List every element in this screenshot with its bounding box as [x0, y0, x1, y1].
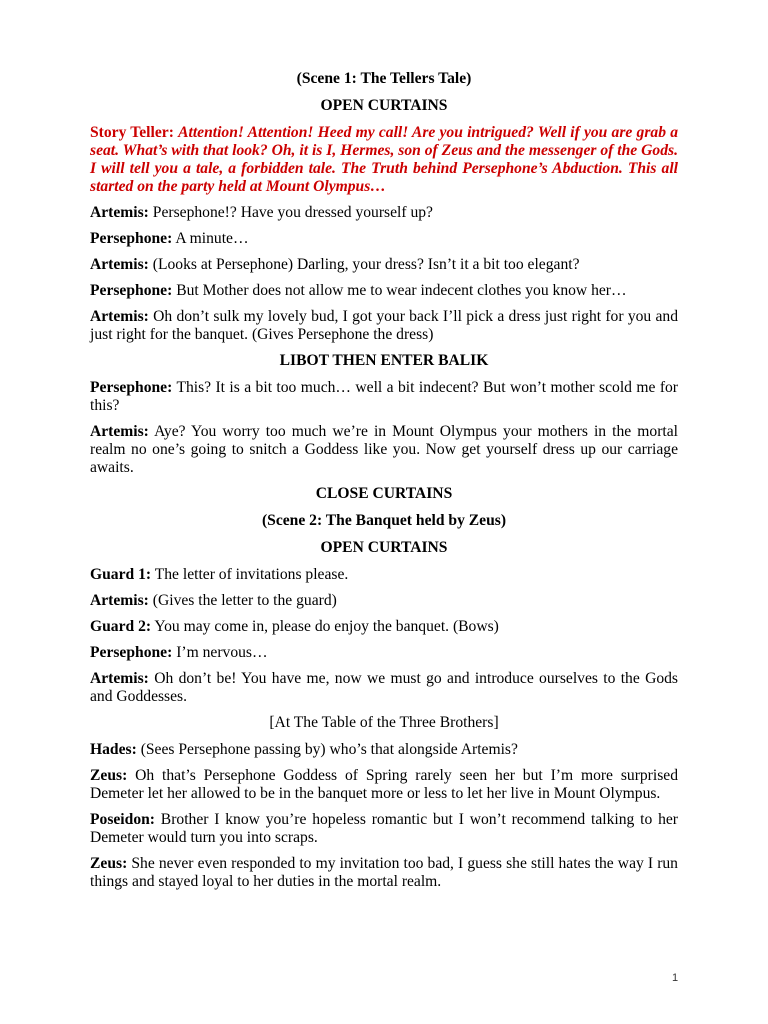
open-curtains-heading: OPEN CURTAINS [320, 539, 448, 556]
speaker-name: Persephone: [90, 230, 173, 247]
open-curtains-heading: OPEN CURTAINS [320, 97, 448, 114]
close-curtains-heading: CLOSE CURTAINS [315, 485, 453, 502]
speaker-name: Artemis: [90, 423, 149, 440]
speaker-name: Zeus: [90, 767, 128, 784]
dialogue-line [90, 855, 678, 891]
dialogue-line [90, 644, 678, 662]
dialogue-line [90, 670, 678, 706]
dialogue-line [90, 282, 678, 300]
page-number: 1 [672, 972, 679, 984]
storyteller-speaker: Story Teller: [90, 124, 174, 141]
spoken-line: She never even responded to my invitation too bad, I guess she still hates the way I run things and stayed loyal to her duties in the mortal realm. [90, 855, 678, 890]
spoken-line: (Looks at Persephone) Darling, your dress? Isn’t it a bit too elegant? [152, 256, 580, 273]
spoken-line: I’m nervous… [176, 644, 268, 661]
spoken-line: You may come in, please do enjoy the banquet. (Bows) [154, 618, 499, 635]
speaker-name: Artemis: [90, 256, 149, 273]
spoken-line: Oh that’s Persephone Goddess of Spring rarely seen her but I’m more surprised Demeter let her allowed to be in the banquet more or less to let her live in Mount Olympus. [90, 767, 678, 802]
speaker-name: Artemis: [90, 592, 149, 609]
dialogue-line [90, 618, 678, 636]
speaker-name: Persephone: [90, 379, 173, 396]
dialogue-line [90, 204, 678, 222]
spoken-line: Aye? You worry too much we’re in Mount Olympus your mothers in the mortal realm no one’s going to snitch a Goddess like you. Now get yourself dress up our carriage awaits. [90, 423, 678, 476]
speaker-name: Guard 1: [90, 566, 152, 583]
dialogue-line [90, 592, 678, 610]
spoken-line: Oh don’t sulk my lovely bud, I got your back I’ll pick a dress just right for you and just right for the banquet. (Gives Persephone the dress) [90, 308, 678, 343]
scene-2-title: (Scene 2: The Banquet held by Zeus) [261, 512, 507, 529]
dialogue-line [90, 230, 678, 248]
storyteller-paragraph [90, 124, 678, 196]
spoken-line: (Gives the letter to the guard) [152, 592, 337, 609]
dialogue-line [90, 566, 678, 584]
speaker-name: Poseidon: [90, 811, 155, 828]
spoken-line: Persephone!? Have you dressed yourself up? [152, 204, 433, 221]
table-stage-direction: [At The Table of the Three Brothers] [269, 714, 499, 731]
spoken-line: Oh don’t be! You have me, now we must go and introduce ourselves to the Gods and Goddesses. [90, 670, 678, 705]
storyteller-line: Attention! Attention! Heed my call! Are you intrigued? Well if you are grab a seat. What’s with that look? Oh, it is I, Hermes, son of Zeus and the messenger of the Gods. I will tell you a tale, a forbidden tale. The Truth behind Persephone’s Abduction. This all started on the party held at Mount Olympus… [90, 124, 678, 195]
spoken-line: (Sees Persephone passing by) who’s that alongside Artemis? [140, 741, 518, 758]
dialogue-line [90, 379, 678, 415]
stage-direction: LIBOT THEN ENTER BALIK [279, 352, 489, 369]
speaker-name: Persephone: [90, 644, 173, 661]
speaker-name: Artemis: [90, 670, 149, 687]
dialogue-line [90, 811, 678, 847]
dialogue-line [90, 256, 678, 274]
dialogue-line [90, 741, 678, 759]
speaker-name: Artemis: [90, 204, 149, 221]
dialogue-line [90, 308, 678, 344]
speaker-name: Guard 2: [90, 618, 152, 635]
speaker-name: Persephone: [90, 282, 173, 299]
speaker-name: Hades: [90, 741, 137, 758]
speaker-name: Zeus: [90, 855, 128, 872]
speaker-name: Artemis: [90, 308, 149, 325]
script-page [90, 70, 678, 899]
spoken-line: This? It is a bit too much… well a bit indecent? But won’t mother scold me for this? [90, 379, 678, 414]
spoken-line: A minute… [175, 230, 249, 247]
dialogue-line [90, 767, 678, 803]
dialogue-line [90, 423, 678, 477]
spoken-line: Brother I know you’re hopeless romantic but I won’t recommend talking to her Demeter would turn you into scraps. [90, 811, 678, 846]
scene-1-title: (Scene 1: The Tellers Tale) [296, 70, 472, 87]
spoken-line: But Mother does not allow me to wear indecent clothes you know her… [176, 282, 627, 299]
spoken-line: The letter of invitations please. [154, 566, 349, 583]
